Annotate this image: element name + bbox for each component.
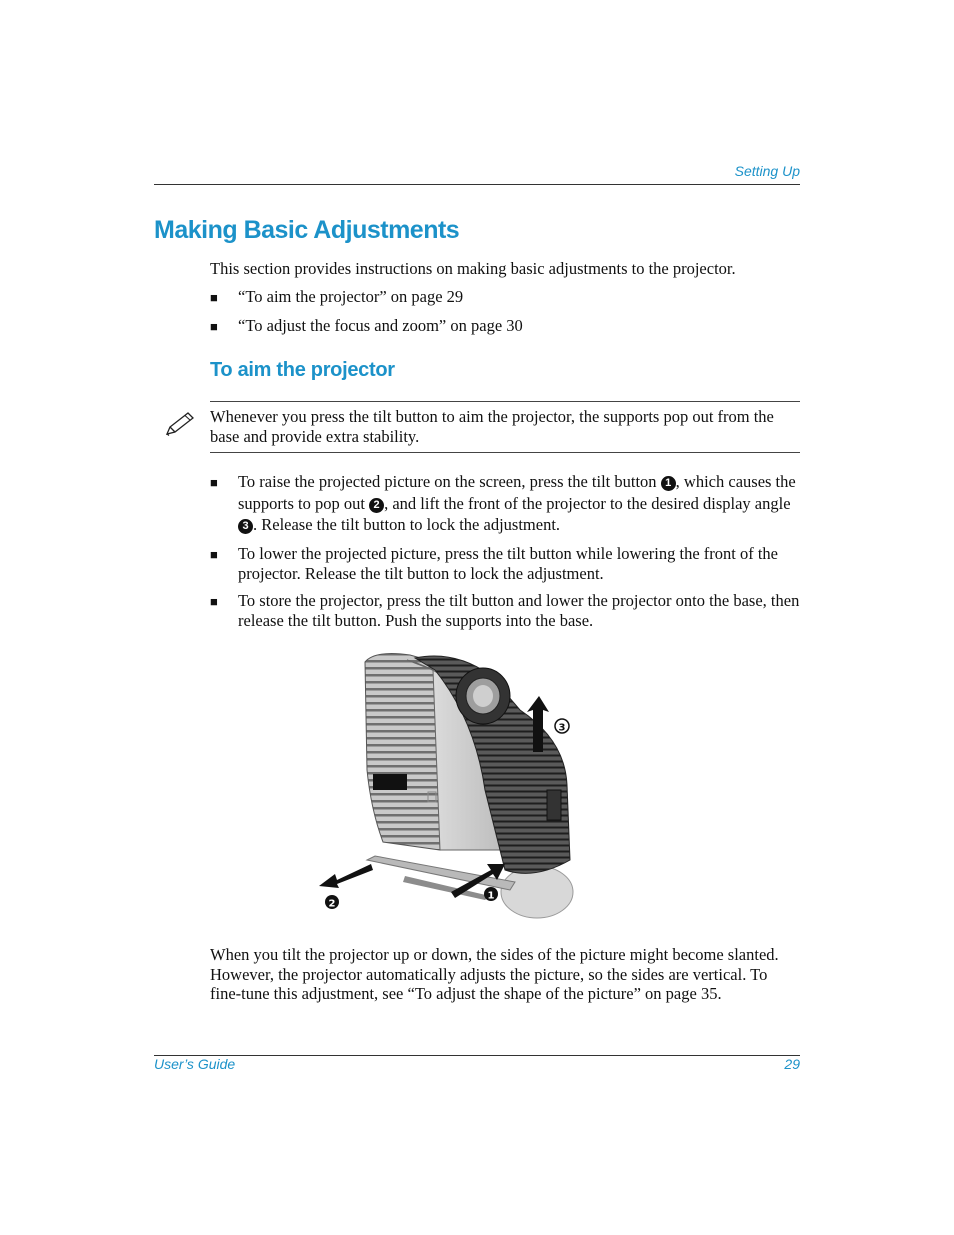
step-raise — [238, 471, 800, 536]
step-raise-text-4: . Release the tilt button to lock the adjustment. — [253, 515, 561, 534]
footer-guide-title: User’s Guide — [154, 1056, 236, 1072]
footer-rule — [154, 1055, 800, 1056]
bullet-icon: ■ — [210, 290, 218, 305]
note-text: Whenever you press the tilt button to aim the projector, the supports pop out from the base and provide extra stability. — [210, 407, 774, 446]
step-store: To store the projector, press the tilt button and lower the projector onto the base, then release the tilt button. Push the supports into the base. — [238, 591, 800, 630]
step-lower: To lower the projected picture, press the tilt button while lowering the front of the projector. Release the tilt button to lock the adjustment. — [238, 544, 778, 583]
running-header: Setting Up — [734, 163, 800, 179]
closing-paragraph: When you tilt the projector up or down, the sides of the picture might become slanted. However, the projector automatically adjusts the picture, so the sides are vertical. To fine-tune this adjustment, see “To adjust the shape of the picture” on page 35. — [210, 945, 779, 1003]
step-raise-text-2: , which causes the supports to pop out — [238, 472, 796, 513]
step-raise-text-3: , and lift the front of the projector to the desired display angle — [384, 493, 791, 513]
figure-callout-2: 2 — [328, 898, 336, 910]
callout-marker-2: 2 — [369, 498, 384, 513]
note-top-rule — [210, 401, 800, 402]
figure-callout-1: 1 — [487, 890, 495, 902]
page-title: Making Basic Adjustments — [154, 216, 460, 244]
note-bottom-rule — [210, 452, 800, 453]
header-rule — [154, 184, 800, 185]
pencil-icon — [164, 410, 196, 443]
projector-illustration — [315, 650, 580, 920]
toc-link-aim[interactable]: “To aim the projector” on page 29 — [238, 287, 464, 306]
toc-link-focus-zoom[interactable]: “To adjust the focus and zoom” on page 30 — [238, 316, 523, 335]
step-raise-text-1: To raise the projected picture on the screen, press the tilt button — [238, 472, 661, 491]
bullet-icon: ■ — [210, 594, 218, 609]
bullet-icon: ■ — [210, 475, 218, 490]
figure-callout-3: 3 — [558, 722, 566, 734]
intro-paragraph: This section provides instructions on making basic adjustments to the projector. — [210, 259, 736, 278]
bullet-icon: ■ — [210, 547, 218, 562]
bullet-icon: ■ — [210, 319, 218, 334]
callout-marker-3: 3 — [238, 519, 253, 534]
page-number: 29 — [784, 1056, 800, 1072]
callout-marker-1: 1 — [661, 476, 676, 491]
section-heading: To aim the projector — [210, 359, 395, 381]
